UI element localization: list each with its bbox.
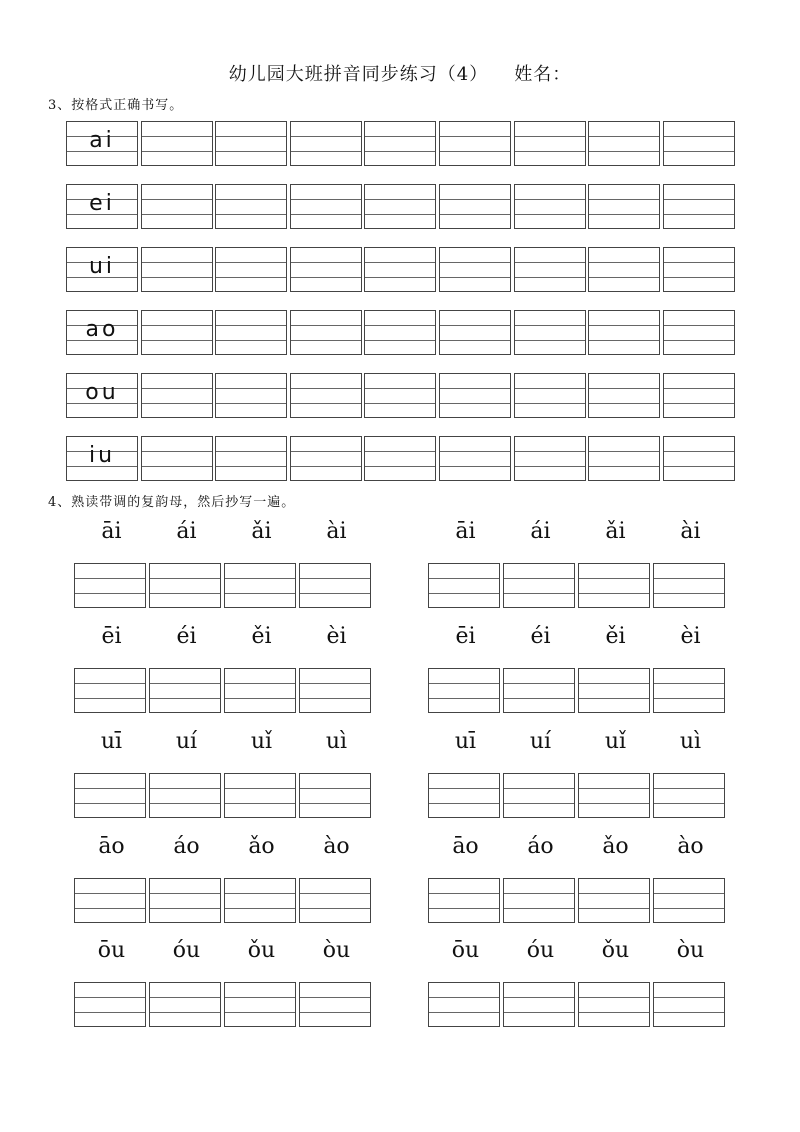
writing-cell[interactable] xyxy=(588,436,660,481)
section3-grid xyxy=(66,121,736,499)
syllable: ài xyxy=(326,519,347,544)
writing-cell[interactable] xyxy=(439,310,511,355)
writing-cell[interactable] xyxy=(364,310,436,355)
syllable: ǎo xyxy=(602,834,629,859)
syllable: ǎi xyxy=(251,519,272,544)
syllable: ái xyxy=(530,519,551,544)
writing-cell[interactable] xyxy=(141,121,213,166)
writing-cell[interactable] xyxy=(224,982,296,1027)
copy-box-row xyxy=(428,982,728,1027)
writing-cell[interactable] xyxy=(503,982,575,1027)
writing-cell[interactable] xyxy=(663,310,735,355)
writing-cell[interactable] xyxy=(439,436,511,481)
tone-group-right xyxy=(428,936,728,1027)
writing-cell[interactable] xyxy=(290,373,362,418)
writing-row-ei xyxy=(66,184,736,229)
writing-cell[interactable] xyxy=(74,878,146,923)
writing-cell[interactable] xyxy=(514,184,586,229)
writing-cell[interactable] xyxy=(149,773,221,818)
writing-cell[interactable] xyxy=(149,668,221,713)
copy-box-row xyxy=(428,668,728,713)
syllable: ōu xyxy=(97,938,126,963)
copy-box-row xyxy=(74,668,374,713)
syllable: uì xyxy=(679,729,702,754)
syllable: ēi xyxy=(101,624,122,649)
syllable: ái xyxy=(176,519,197,544)
writing-cell[interactable] xyxy=(653,563,725,608)
writing-cell[interactable] xyxy=(578,878,650,923)
copy-box-row xyxy=(428,878,728,923)
writing-cell[interactable] xyxy=(653,878,725,923)
writing-cell[interactable] xyxy=(141,184,213,229)
syllable: uǐ xyxy=(604,729,627,754)
syllable: áo xyxy=(173,834,200,859)
writing-cell xyxy=(66,247,138,292)
writing-cell[interactable] xyxy=(588,184,660,229)
page-title xyxy=(0,60,800,86)
syllable: èi xyxy=(680,624,701,649)
writing-cell[interactable] xyxy=(439,121,511,166)
writing-cell[interactable] xyxy=(215,184,287,229)
writing-cell[interactable] xyxy=(439,247,511,292)
writing-cell xyxy=(66,121,138,166)
writing-cell[interactable] xyxy=(428,982,500,1027)
syllable: éi xyxy=(530,624,551,649)
writing-cell[interactable] xyxy=(428,878,500,923)
syllable-row xyxy=(428,727,728,757)
syllable: uī xyxy=(454,729,477,754)
syllable-row xyxy=(74,936,374,966)
copy-box-row xyxy=(74,982,374,1027)
syllable: óu xyxy=(526,938,555,963)
writing-cell[interactable] xyxy=(578,982,650,1027)
syllable: uī xyxy=(100,729,123,754)
syllable: òu xyxy=(676,938,705,963)
writing-cell[interactable] xyxy=(503,878,575,923)
writing-cell[interactable] xyxy=(290,310,362,355)
writing-cell[interactable] xyxy=(290,121,362,166)
writing-cell[interactable] xyxy=(299,563,371,608)
writing-row-iu xyxy=(66,436,736,481)
writing-cell[interactable] xyxy=(224,773,296,818)
writing-cell xyxy=(66,436,138,481)
writing-cell[interactable] xyxy=(141,436,213,481)
syllable: āo xyxy=(98,834,125,859)
writing-cell[interactable] xyxy=(439,184,511,229)
writing-row-ui xyxy=(66,247,736,292)
syllable: ǒu xyxy=(247,938,276,963)
writing-cell[interactable] xyxy=(224,878,296,923)
writing-cell[interactable] xyxy=(428,563,500,608)
writing-cell[interactable] xyxy=(439,373,511,418)
syllable: èi xyxy=(326,624,347,649)
writing-cell[interactable] xyxy=(299,878,371,923)
writing-cell[interactable] xyxy=(141,247,213,292)
writing-cell[interactable] xyxy=(364,373,436,418)
writing-cell[interactable] xyxy=(663,436,735,481)
writing-cell[interactable] xyxy=(141,373,213,418)
writing-cell[interactable] xyxy=(653,773,725,818)
syllable: ēi xyxy=(455,624,476,649)
writing-cell[interactable] xyxy=(428,668,500,713)
syllable: òu xyxy=(322,938,351,963)
writing-cell[interactable] xyxy=(503,668,575,713)
writing-cell[interactable] xyxy=(215,247,287,292)
syllable: ào xyxy=(677,834,704,859)
row-letters: iu xyxy=(88,443,116,468)
copy-box-row xyxy=(74,563,374,608)
writing-cell[interactable] xyxy=(215,373,287,418)
writing-cell[interactable] xyxy=(290,247,362,292)
writing-cell[interactable] xyxy=(224,563,296,608)
writing-cell[interactable] xyxy=(588,373,660,418)
syllable: ěi xyxy=(251,624,272,649)
writing-cell[interactable] xyxy=(149,563,221,608)
writing-cell[interactable] xyxy=(299,773,371,818)
tone-group-right xyxy=(428,622,728,713)
writing-cell[interactable] xyxy=(149,878,221,923)
writing-cell[interactable] xyxy=(663,247,735,292)
writing-cell[interactable] xyxy=(588,121,660,166)
row-letters: ou xyxy=(85,380,119,405)
writing-cell[interactable] xyxy=(588,310,660,355)
writing-cell[interactable] xyxy=(663,373,735,418)
writing-cell[interactable] xyxy=(503,563,575,608)
syllable-row xyxy=(74,832,374,862)
writing-cell[interactable] xyxy=(428,773,500,818)
syllable: ǒu xyxy=(601,938,630,963)
syllable-row xyxy=(74,727,374,757)
writing-cell[interactable] xyxy=(588,247,660,292)
writing-cell[interactable] xyxy=(514,310,586,355)
syllable: uì xyxy=(325,729,348,754)
syllable-row xyxy=(428,832,728,862)
writing-cell[interactable] xyxy=(514,121,586,166)
writing-cell[interactable] xyxy=(514,436,586,481)
tone-group-left xyxy=(74,727,374,818)
copy-box-row xyxy=(428,773,728,818)
syllable-row xyxy=(428,517,728,547)
syllable: uǐ xyxy=(250,729,273,754)
writing-cell xyxy=(66,310,138,355)
writing-cell[interactable] xyxy=(149,982,221,1027)
copy-box-row xyxy=(74,878,374,923)
writing-cell[interactable] xyxy=(663,184,735,229)
row-letters: ei xyxy=(89,191,115,216)
writing-cell[interactable] xyxy=(74,668,146,713)
writing-cell[interactable] xyxy=(653,668,725,713)
tone-group-left xyxy=(74,832,374,923)
syllable: éi xyxy=(176,624,197,649)
syllable: áo xyxy=(527,834,554,859)
syllable-row xyxy=(428,936,728,966)
syllable: uí xyxy=(175,729,198,754)
copy-box-row xyxy=(74,773,374,818)
tone-group-left xyxy=(74,622,374,713)
tone-group-right xyxy=(428,517,728,608)
writing-cell[interactable] xyxy=(299,982,371,1027)
row-letters: ai xyxy=(89,128,115,153)
tone-group-left xyxy=(74,517,374,608)
syllable: ǎo xyxy=(248,834,275,859)
writing-cell[interactable] xyxy=(514,247,586,292)
writing-cell[interactable] xyxy=(74,982,146,1027)
syllable: ài xyxy=(680,519,701,544)
writing-cell xyxy=(66,184,138,229)
syllable: āi xyxy=(101,519,122,544)
copy-box-row xyxy=(428,563,728,608)
writing-cell[interactable] xyxy=(514,373,586,418)
writing-cell[interactable] xyxy=(290,436,362,481)
syllable: āo xyxy=(452,834,479,859)
writing-cell[interactable] xyxy=(224,668,296,713)
writing-row-ao xyxy=(66,310,736,355)
syllable: uí xyxy=(529,729,552,754)
writing-cell[interactable] xyxy=(663,121,735,166)
writing-cell[interactable] xyxy=(74,773,146,818)
writing-row-ai xyxy=(66,121,736,166)
writing-cell[interactable] xyxy=(215,310,287,355)
writing-cell[interactable] xyxy=(141,310,213,355)
tone-group-left xyxy=(74,936,374,1027)
section3-heading: 3、按格式正确书写。 xyxy=(48,98,184,113)
writing-cell[interactable] xyxy=(364,247,436,292)
tone-group-right xyxy=(428,832,728,923)
syllable: ěi xyxy=(605,624,626,649)
writing-cell[interactable] xyxy=(299,668,371,713)
row-letters: ao xyxy=(85,317,119,342)
section4-heading: 4、熟读带调的复韵母，然后抄写一遍。 xyxy=(48,495,296,510)
syllable: óu xyxy=(172,938,201,963)
syllable: ōu xyxy=(451,938,480,963)
syllable: āi xyxy=(455,519,476,544)
worksheet-title: 幼儿园大班拼音同步练习（4） xyxy=(228,64,489,85)
writing-cell[interactable] xyxy=(364,436,436,481)
row-letters: ui xyxy=(88,254,116,279)
writing-cell[interactable] xyxy=(364,184,436,229)
writing-cell[interactable] xyxy=(74,563,146,608)
writing-cell[interactable] xyxy=(653,982,725,1027)
writing-cell[interactable] xyxy=(215,121,287,166)
writing-cell[interactable] xyxy=(364,121,436,166)
syllable: ǎi xyxy=(605,519,626,544)
writing-cell[interactable] xyxy=(215,436,287,481)
writing-cell xyxy=(66,373,138,418)
syllable-row xyxy=(74,622,374,652)
name-label: 姓名： xyxy=(514,64,572,85)
tone-group-right xyxy=(428,727,728,818)
syllable-row xyxy=(428,622,728,652)
writing-cell[interactable] xyxy=(578,563,650,608)
writing-cell[interactable] xyxy=(578,668,650,713)
writing-cell[interactable] xyxy=(290,184,362,229)
syllable: ào xyxy=(323,834,350,859)
syllable-row xyxy=(74,517,374,547)
writing-cell[interactable] xyxy=(503,773,575,818)
writing-row-ou xyxy=(66,373,736,418)
writing-cell[interactable] xyxy=(578,773,650,818)
